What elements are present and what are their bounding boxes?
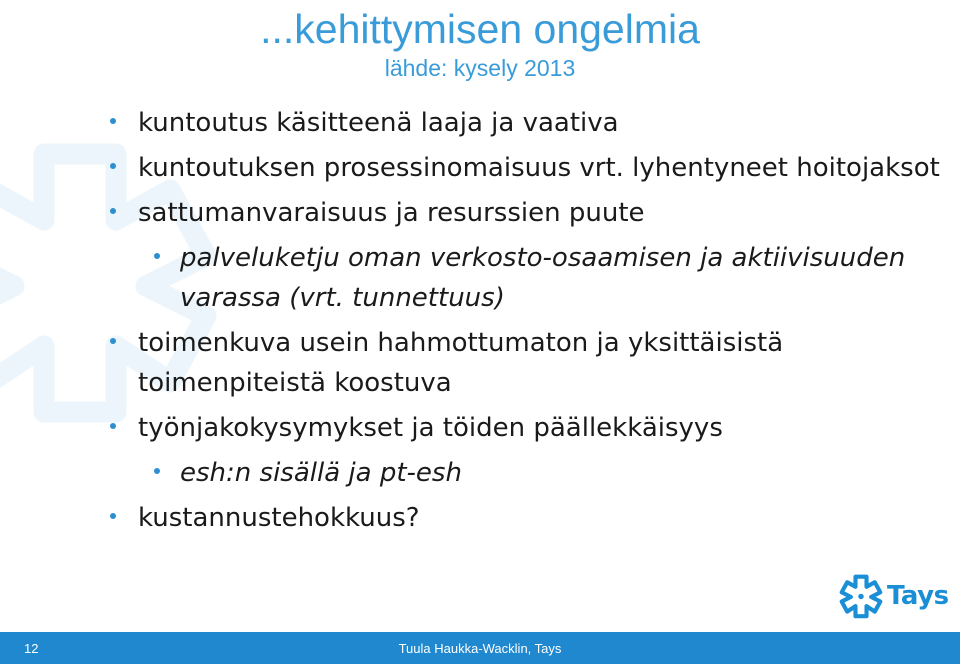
bullet-item [110,103,940,143]
bullet-item [110,193,940,233]
bullet-text: esh:n sisällä ja pt-esh [180,458,462,488]
footer-author: Tuula Haukka-Wacklin, Tays [398,641,562,656]
bullet-text: työnjakokysymykset ja töiden päällekkäisyys [138,413,723,443]
bullet-dot-icon [110,118,116,124]
bullet-text: palveluketju oman verkosto-osaamisen ja aktiivisuuden varassa (vrt. tunnettuus) [180,243,906,313]
page-number: 12 [24,641,39,656]
footer-bar [0,632,960,664]
bullet-text: kuntoutus käsitteenä laaja ja vaativa [138,108,619,138]
bullet-dot-icon [110,338,116,344]
bullet-text: toimenkuva usein hahmottumaton ja yksittäisistä toimenpiteistä koostuva [138,328,784,398]
bullet-item [110,323,940,403]
bullet-text: kuntoutuksen prosessinomaisuus vrt. lyhentyneet hoitojaksot [138,153,940,183]
tays-cross-logo-icon [838,573,884,619]
bullet-list [110,98,940,538]
bullet-dot-icon [154,253,160,259]
slide-title: ...kehittymisen ongelmia [260,6,700,52]
bullet-dot-icon [110,423,116,429]
bullet-dot-icon [110,163,116,169]
bullet-item [110,148,940,188]
sub-bullet-item [110,238,940,318]
bullet-item [110,498,940,538]
logo-text: Tays [887,581,949,611]
bullet-dot-icon [154,468,160,474]
bullet-text: kustannustehokkuus? [138,503,420,533]
bullet-text: sattumanvaraisuus ja resurssien puute [138,198,645,228]
sub-bullet-item [110,453,940,493]
bullet-dot-icon [110,513,116,519]
bullet-dot-icon [110,208,116,214]
slide-subtitle: lähde: kysely 2013 [384,55,576,81]
tays-logo [838,572,953,620]
bullet-item [110,408,940,448]
